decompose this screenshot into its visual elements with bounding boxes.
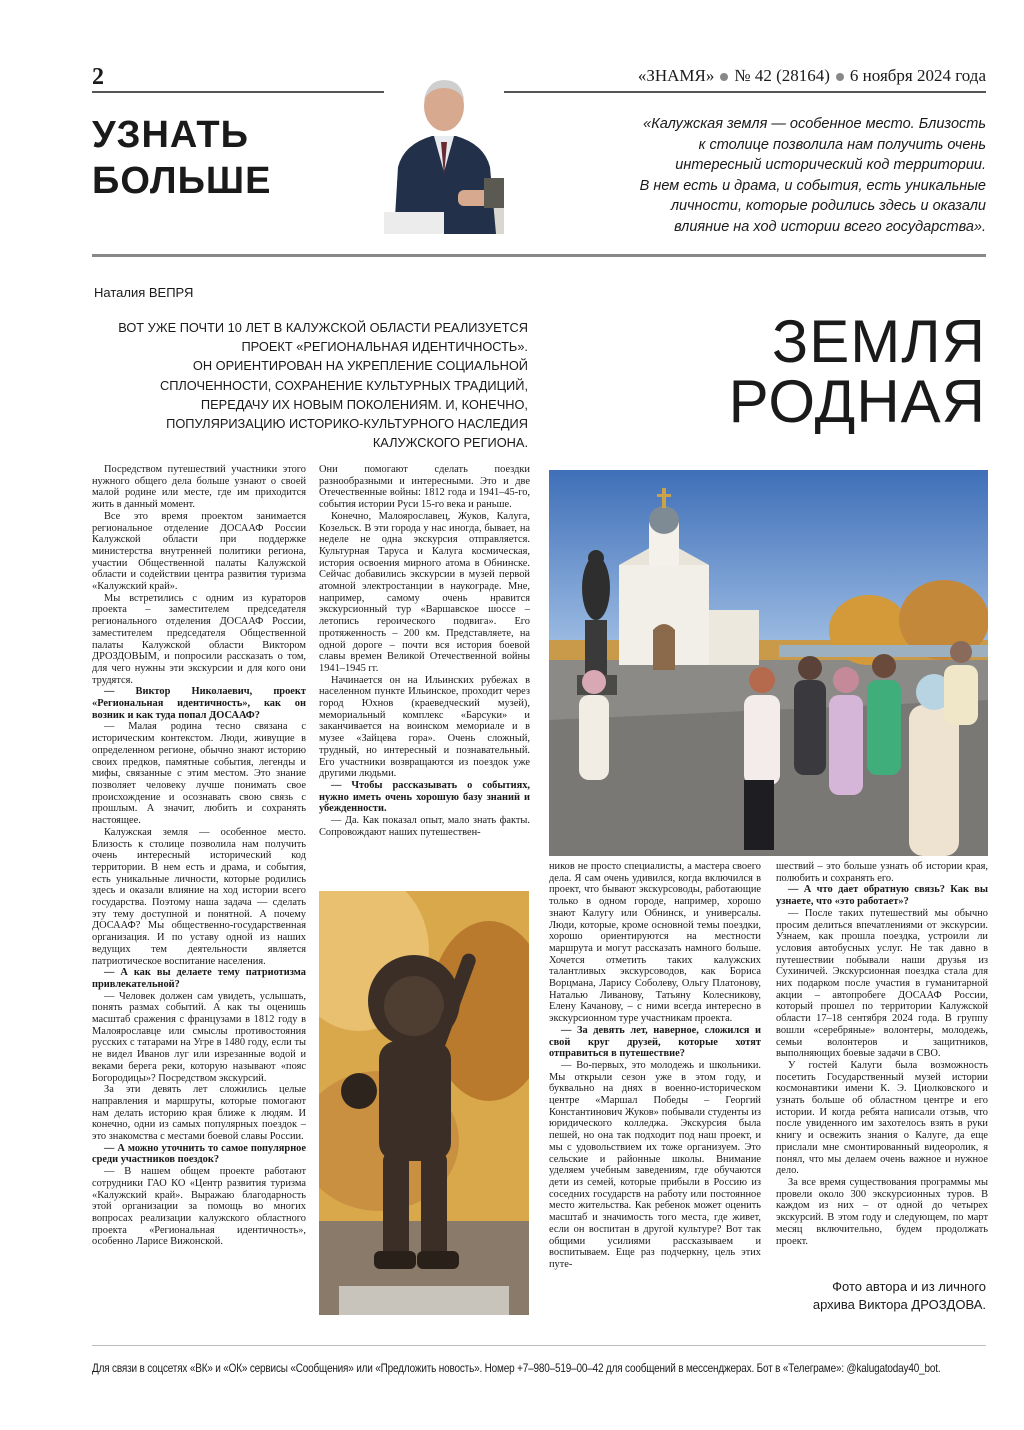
article-paragraph: За все время существования программы мы провели около 300 экскурсионных туров. В каждом из них – от одной до четырех экскурсий. В этом году и следующем, по март месяц включительно, будем продолжать проект. [776, 1176, 988, 1247]
quote-line: интересный исторический код территории. [675, 157, 986, 174]
article-paragraph: Конечно, Малоярославец, Жуков, Калуга, Козельск. В эти города у нас иногда, бывает, на неделе не одна экскурсия отправляется. Культурная Таруса и Калуга космическая, история освоения мирного атома в Обнинске. Сейчас добавились экскурсии в музей первой атомной электростанции в наукограде. Мне, например, самому очень нравится экскурсионный тур «Варшавское шоссе – летопись героического подвига». Его протяженность – 200 км. Представляете, на одной дороге – почти вся история боевой славы времен Великой Отечественной войны 1941–1945 гг. [319, 510, 530, 674]
pull-quote [596, 114, 986, 238]
article-paragraph: Они помогают сделать поездки разнообразными и интересными. Это и две Отечественные войны: 1812 года и 1941–45-го, события истории Руси 15-го века и раньше. [319, 464, 530, 511]
lead-line: СПЛОЧЕННОСТИ, СОХРАНЕНИЕ КУЛЬТУРНЫХ ТРАДИЦИЙ, [159, 377, 528, 393]
article-paragraph: — Малая родина тесно связана с историческим контекстом. Люди, живущие в определенном регионе, обычно знают историю своих предков, памятные события, легенды и мифы, связанные с этим местом. Это знание позволяет человеку лучше понимать свое происхождение и осознавать свою связь с прошлым. А значит, любить и сохранять настоящее. [92, 721, 306, 827]
quote-line: влияние на ход истории всего государства». [674, 218, 986, 235]
contact-footer: Для связи в соцсетях «ВК» и «ОК» сервисы «Сообщения» или «Предложить новость». Номер +7–980–519–00–42 для сообщений в мессенджерах. Бот в «Телеграме»: @kalugatoday40_bot. [92, 1362, 941, 1375]
quote-line: «Калужская земля — особенное место. Близость [643, 116, 986, 132]
article-paragraph: Посредством путешествий участники этого нужного общего дела больше узнают о своей малой родине или месте, где им приходится жить в данный момент. [92, 464, 306, 511]
article-paragraph: — После таких путешествий мы обычно просим делиться впечатлениями от экскурсии. Узнаем, как прошла поездка, устроили ли условия автобусных услуг. Не так давно в путешествии побывали наши друзья из Сухиничей. Экскурсионная поездка стала для них подарком после участия в гуманитарной акции – автопробеге ДОСААФ России, который прошел по территории Калужской области 17–18 сентября 2024 года. В группу вошли «серебряные» волонтеры, молодежь, семьи волонтеров и защитников, выполняющих боевые задачи в СВО. [776, 907, 988, 1060]
portrait-photo [384, 72, 504, 234]
quote-line: В нем есть и драма, и события, есть уникальные [639, 177, 986, 194]
issue-number: № 42 (28164) [734, 66, 830, 85]
article-paragraph: За эти девять лет сложились целые направления и маршруты, которые помогают нам делать историю края ближе к людям. И конечно, одни из самых популярных поездок – это знакомства с местами боевой славы России. [92, 1084, 306, 1143]
article-paragraph: Начинается он на Ильинских рубежах в населенном пункте Ильинское, проходит через город Юхнов (краеведческий музей), мемориальный комплекс «Барсуки» и заканчивается на воинском мемориале и в музее «Зайцева гора». Очень сложный, трудный, но интересный и познавательный. Его участники возвращаются из поездок уже другими людьми. [319, 674, 530, 780]
author-byline: Наталия ВЕПРЯ [94, 285, 194, 300]
portrait-image [384, 72, 504, 234]
article-paragraph: У гостей Калуги была возможность посетить Государственный музей истории космонавтики имени К. Э. Циолковского и узнать больше об областном центре и его истории. И когда ребята написали отзыв, что после увиденного им захотелось взять в руки книгу и освежить знания о Калуге, да еще прислали мне смонтированный видеоролик, я понял, что мы делаем очень важное и нужное дело. [776, 1059, 988, 1177]
statue-photo-image [319, 891, 529, 1315]
article-paragraph: — Человек должен сам увидеть, услышать, понять размах событий. А как ты оценишь масштаб сражения с французами в 1812 году в Малоярославце или смыслы противостояния русских с татарами на Угре в 1480 году, если ты не видел Иванов луг или изрезанные водой и веками берега реки, которую называют «пояс Богородицы»? Посредством экскурсий. [92, 990, 306, 1084]
lead-line: ОН ОРИЕНТИРОВАН НА УКРЕПЛЕНИЕ СОЦИАЛЬНОЙ [192, 358, 528, 374]
article-paragraph: — Во-первых, это молодежь и школьники. Мы открыли сезон уже в этом году, и буквально на днях в военно-историческом центре «Маршал Победы – Георгий Константинович Жуков» побывали студенты из юридического колледжа. Экскурсия была пешей, но она так подходит под наш проект, и мы с удовольствием их тоже организуем. Это сельские и районные школы. Внимание уделяем учебным заведениям, где обучаются дети из семей, которые прибыли в Россию из соседних государств на работу или постоянное место жительства. Как ребенок может оценить масштаб и значимость того места, где живет, если он воспитан в другой культуре? Вот так общими усилиями рассказываем и воспитываем. Еще раз подчеркну, цель этих путе- [549, 1059, 761, 1270]
interview-question: — А как вы делаете тему патриотизма привлекательной? [92, 967, 306, 990]
article-paragraph: Мы встретились с одним из кураторов проекта – заместителем председателя регионального отделения ДОСААФ России, заместителем председателя Общественной палаты Калужской области Виктором ДРОЗДОВЫМ, и попросили рассказать о том, для чего нужны эти экскурсии и для кого они трудятся. [92, 592, 306, 686]
credit-line: Фото автора и из личного [832, 1279, 986, 1294]
bullet-icon [720, 73, 728, 81]
interview-question: — Чтобы рассказывать о событиях, нужно иметь очень хорошую базу знаний и убежденности. [319, 779, 530, 815]
section-title-line: УЗНАТЬ [92, 114, 249, 156]
article-lead [110, 318, 528, 452]
article-paragraph: — В нашем общем проекте работают сотрудники ГАО КО «Центр развития туризма «Калужский край». Выражаю благодарность этой организации за помощь во многих вопросах реализации калужского областного проекта «Региональная идентичность», особенно Ларисе Вижонской. [92, 1166, 306, 1248]
article-paragraph: Калужская земля — особенное место. Близость к столице позволила нам получить очень интересный исторический код территории. В нем есть и драма, и события, есть уникальные личности, которые родились здесь и оказали влияние на ход истории всего государства. Поэтому наша задача — сделать эту тему доступной и понятной. А почему ДОСААФ? Мы общественно-государственная организация. И по уставу одной из наших ведущих тем деятельности является патриотическое воспитание населения. [92, 826, 306, 967]
interview-question: — А можно уточнить то самое популярное среди участников поездок? [92, 1142, 306, 1166]
headline-line: ЗЕМЛЯ [772, 308, 986, 375]
interview-question: — А что дает обратную связь? Как вы узнаете, что «это работает»? [776, 884, 988, 908]
page-number: 2 [92, 64, 104, 90]
excursion-group-photo [549, 470, 988, 856]
newspaper-name: «ЗНАМЯ» [637, 66, 715, 85]
article-column-1 [92, 464, 306, 1248]
photo-credit [766, 1278, 986, 1314]
lead-line: ПОПУЛЯРИЗАЦИЮ ИСТОРИКО-КУЛЬТУРНОГО НАСЛЕДИЯ [166, 416, 528, 432]
lead-line: ПРОЕКТ «РЕГИОНАЛЬНАЯ ИДЕНТИЧНОСТЬ». [241, 339, 528, 355]
interview-question: — За девять лет, наверное, сложился и свой круг друзей, которые хотят отправиться в путешествие? [549, 1024, 761, 1060]
lead-line: КАЛУЖСКОГО РЕГИОНА. [372, 435, 528, 451]
article-paragraph: ников не просто специалисты, а мастера своего дела. Я сам очень удивился, когда включился в проект, что бывают экскурсоводы, работающие только в одном городе, например, хорошо знают Калугу или Обнинск, и универсалы. Люди, которые, кроме основной темы поездки, хорошо ориентируются на местности маршрута и могут рассказать намного больше. Хочется отметить таких калужских талантливых экскурсоводов, как Бориса Ворцмана, Ларису Соболеву, Ольгу Платонову, Наталью Ливанову, Татьяну Колесникову, Елену Качанову, – с ними всегда интересно в экскурсионном туре участникам проекта. [549, 861, 761, 1025]
quote-line: личности, которые родились здесь и оказали [670, 198, 986, 215]
section-title [92, 112, 271, 204]
interview-question: — Виктор Николаевич, проект «Региональная идентичность», как он возник и как туда попал ДОСААФ? [92, 686, 306, 721]
masthead [638, 66, 986, 86]
excursion-photo-image [549, 470, 988, 856]
section-title-line: БОЛЬШЕ [92, 160, 272, 202]
headline-line: РОДНАЯ [728, 368, 986, 435]
article-column-4 [776, 861, 988, 1247]
cosmonaut-statue-photo [319, 891, 529, 1315]
footer-rule [92, 1345, 986, 1346]
lead-line: ВОТ УЖЕ ПОЧТИ 10 ЛЕТ В КАЛУЖСКОЙ ОБЛАСТИ РЕАЛИЗУЕТСЯ [118, 320, 528, 335]
quote-line: к столице позволила нам получить очень [698, 136, 986, 153]
lead-line: ПЕРЕДАЧУ ИХ НОВЫМ ПОКОЛЕНИЯМ. И, КОНЕЧНО, [200, 396, 528, 412]
issue-date: 6 ноября 2024 года [849, 66, 986, 85]
article-column-3 [549, 861, 761, 1271]
article-column-2 [319, 464, 530, 839]
article-paragraph: Все это время проектом занимается региональное отделение ДОСААФ России Калужской области при поддержке министерства внутренней политики региона, участии Общественной палаты Калужской области и содействии центра развития туризма «Калужский край». [92, 510, 306, 593]
article-paragraph: — Да. Как показал опыт, мало знать факты. Сопровождают наших путешествен- [319, 815, 530, 838]
article-paragraph: шествий – это больше узнать об истории края, полюбить и сохранять его. [776, 861, 988, 884]
section-rule [92, 254, 986, 257]
top-rule [92, 91, 986, 93]
article-headline [728, 308, 986, 435]
bullet-icon [836, 73, 844, 81]
credit-line: архива Виктора ДРОЗДОВА. [812, 1297, 986, 1312]
